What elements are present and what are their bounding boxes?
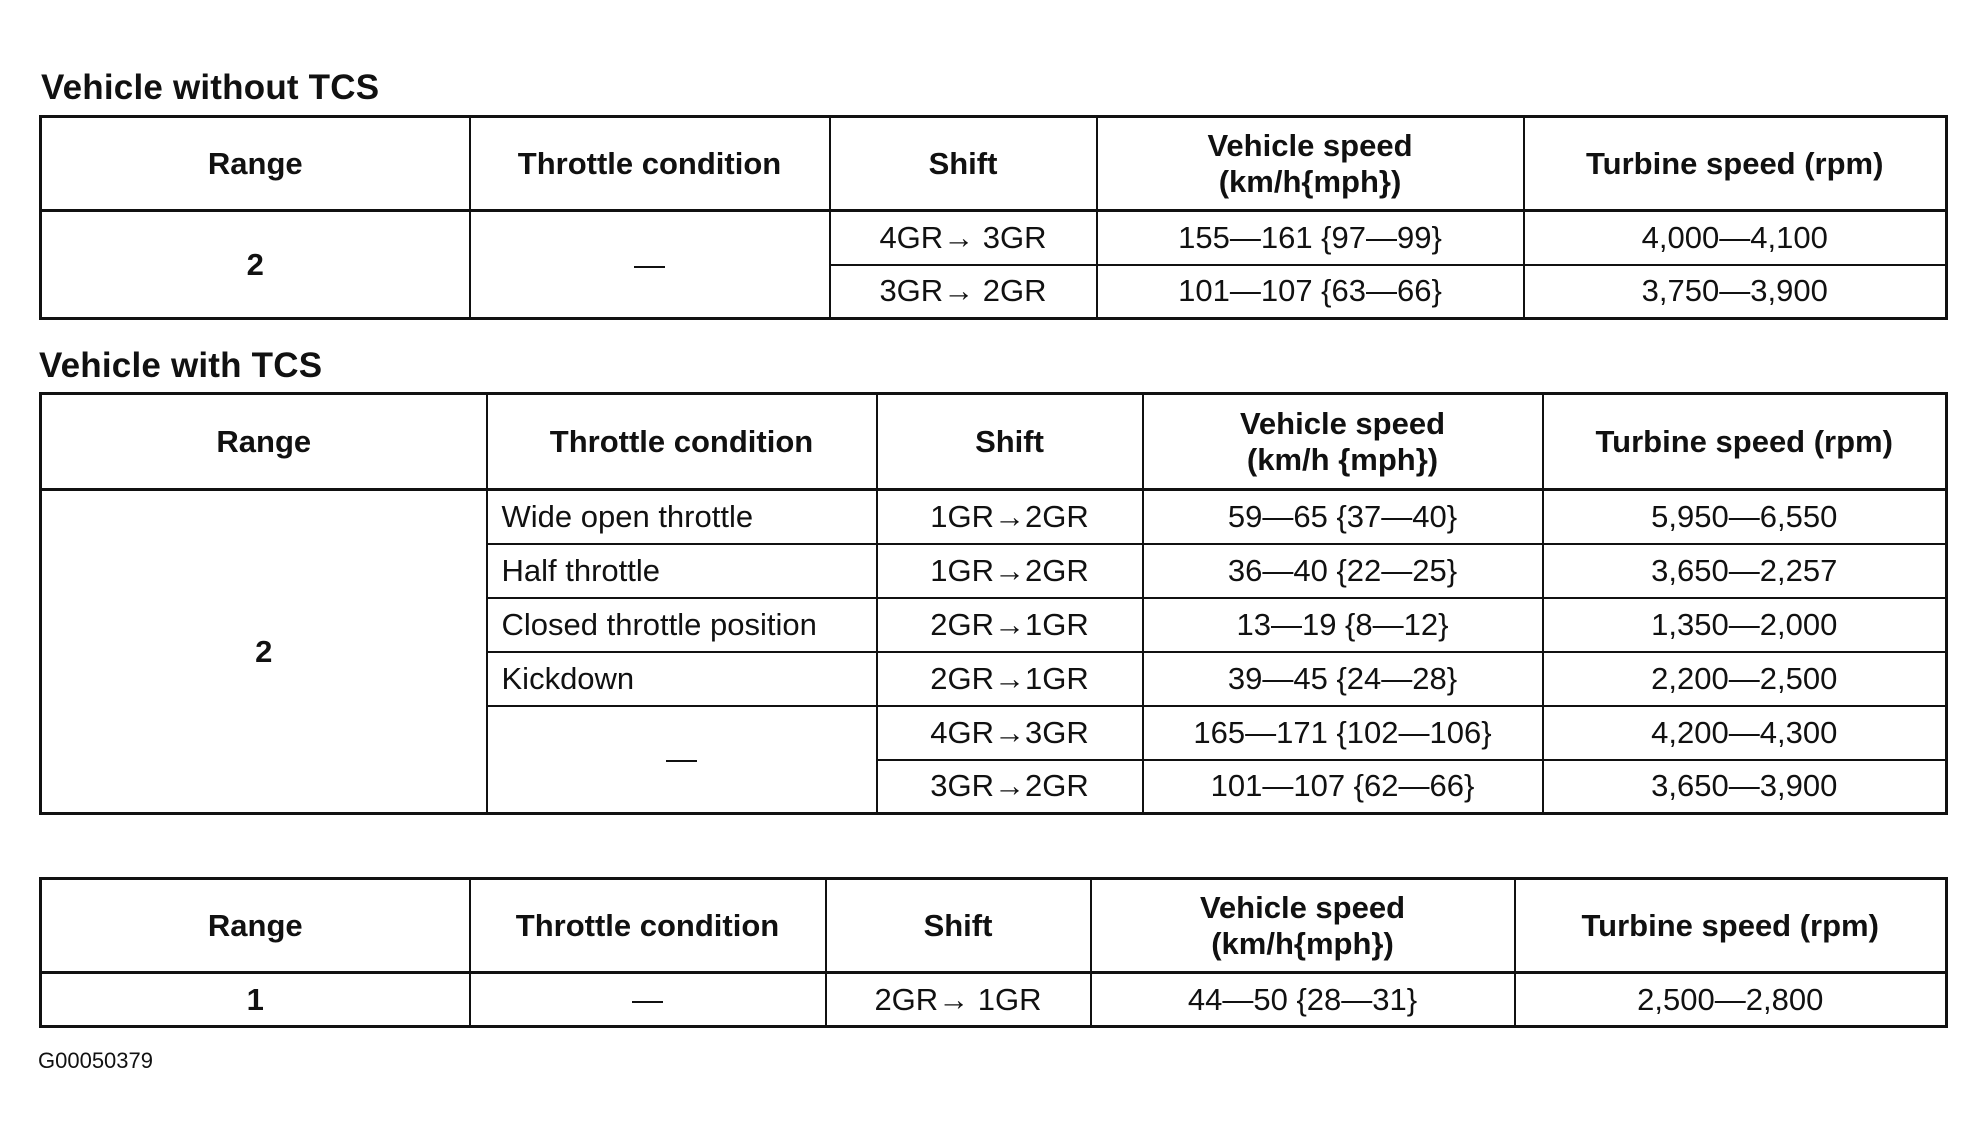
header-range: Range — [41, 394, 487, 490]
turbine-cell: 4,200—4,300 — [1543, 706, 1947, 760]
speed-cell: 13—19 {8—12} — [1143, 598, 1543, 652]
throttle-cell: — — [470, 973, 826, 1027]
speed-cell: 101—107 {63—66} — [1097, 265, 1524, 319]
header-turbine: Turbine speed (rpm) — [1524, 117, 1947, 211]
shift-cell: 4GR→3GR — [877, 706, 1143, 760]
header-shift: Shift — [826, 879, 1091, 973]
turbine-cell: 5,950—6,550 — [1543, 490, 1947, 544]
table-row — [41, 973, 1947, 1027]
speed-cell: 36—40 {22—25} — [1143, 544, 1543, 598]
header-shift: Shift — [830, 117, 1097, 211]
table1-header-row — [41, 117, 1947, 211]
table3-range-1 — [39, 877, 1948, 1028]
shift-cell: 2GR→ 1GR — [826, 973, 1091, 1027]
speed-cell: 101—107 {62—66} — [1143, 760, 1543, 814]
header-vehicle-speed — [1091, 879, 1515, 973]
throttle-cell: — — [470, 211, 830, 319]
table1-without-tcs — [39, 115, 1948, 320]
throttle-cell: — — [487, 706, 877, 814]
header-range: Range — [41, 117, 470, 211]
header-vehicle-speed — [1143, 394, 1543, 490]
header-speed-line1: Vehicle speed — [1207, 127, 1413, 163]
shift-cell: 3GR→2GR — [877, 760, 1143, 814]
header-turbine: Turbine speed (rpm) — [1543, 394, 1947, 490]
shift-cell: 2GR→1GR — [877, 652, 1143, 706]
turbine-cell: 2,200—2,500 — [1543, 652, 1947, 706]
header-speed-line2: (km/h{mph}) — [1211, 925, 1394, 961]
shift-cell: 3GR→ 2GR — [830, 265, 1097, 319]
turbine-cell: 3,650—2,257 — [1543, 544, 1947, 598]
throttle-cell: Wide open throttle — [487, 490, 877, 544]
speed-cell: 44—50 {28—31} — [1091, 973, 1515, 1027]
throttle-cell: Kickdown — [487, 652, 877, 706]
throttle-cell: Half throttle — [487, 544, 877, 598]
range-cell: 1 — [41, 973, 470, 1027]
header-shift: Shift — [877, 394, 1143, 490]
header-range: Range — [41, 879, 470, 973]
table2-title: Vehicle with TCS — [39, 346, 323, 385]
header-throttle: Throttle condition — [470, 879, 826, 973]
speed-cell: 59—65 {37—40} — [1143, 490, 1543, 544]
header-vehicle-speed — [1097, 117, 1524, 211]
throttle-cell: Closed throttle position — [487, 598, 877, 652]
shift-cell: 2GR→1GR — [877, 598, 1143, 652]
table2-with-tcs — [39, 392, 1948, 815]
turbine-cell: 2,500—2,800 — [1515, 973, 1947, 1027]
turbine-cell: 4,000—4,100 — [1524, 211, 1947, 265]
table3-header-row — [41, 879, 1947, 973]
header-speed-line2: (km/h {mph}) — [1246, 441, 1439, 477]
shift-cell: 4GR→ 3GR — [830, 211, 1097, 265]
table-row — [41, 490, 1947, 544]
turbine-cell: 3,750—3,900 — [1524, 265, 1947, 319]
table2-header-row — [41, 394, 1947, 490]
header-throttle: Throttle condition — [487, 394, 877, 490]
speed-cell: 165—171 {102—106} — [1143, 706, 1543, 760]
table-row — [41, 211, 1947, 265]
header-turbine: Turbine speed (rpm) — [1515, 879, 1947, 973]
figure-code: G00050379 — [38, 1048, 153, 1073]
shift-cell: 1GR→2GR — [877, 544, 1143, 598]
shift-cell: 1GR→2GR — [877, 490, 1143, 544]
header-speed-line1: Vehicle speed — [1199, 889, 1406, 925]
speed-cell: 155—161 {97—99} — [1097, 211, 1524, 265]
header-speed-line2: (km/h{mph}) — [1218, 163, 1402, 199]
turbine-cell: 1,350—2,000 — [1543, 598, 1947, 652]
speed-cell: 39—45 {24—28} — [1143, 652, 1543, 706]
turbine-cell: 3,650—3,900 — [1543, 760, 1947, 814]
header-speed-line1: Vehicle speed — [1239, 405, 1446, 441]
range-cell: 2 — [41, 490, 487, 814]
header-throttle: Throttle condition — [470, 117, 830, 211]
range-cell: 2 — [41, 211, 470, 319]
table1-title: Vehicle without TCS — [41, 68, 380, 107]
